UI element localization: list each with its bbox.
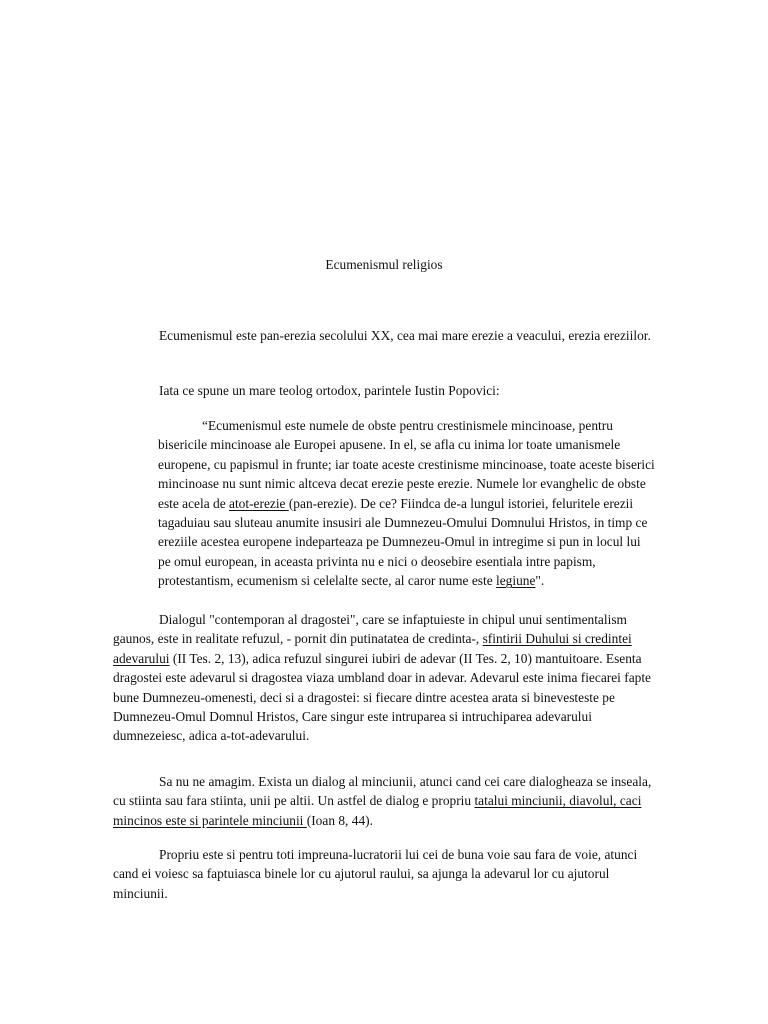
paragraph-coworkers-text: Propriu este si pentru toti impreuna-lucratorii lui cei de buna voie sau fara de voie, atunci cand ei voiesc sa faptuiasca binele lor cu ajutorul raului, sa ajunga la adevarul lor cu ajutorul minciunii.	[113, 847, 638, 901]
quote-underlined-legiune: legiune	[495, 573, 536, 589]
paragraph-lie-part1: Sa nu ne amagim. Exista un dialog al minciunii, atunci cand cei care dialogheaza se inseala, cu stiinta sau fara stiinta, unii pe altii. Un astfel de dialog e propriu	[113, 774, 652, 809]
paragraph-dialog-part1: Dialogul "contemporan al dragostei", care se infaptuieste in chipul unui sentimentalism gaunos, este in realitate refuzul, - pornit din putinatatea de credinta-,	[113, 612, 627, 647]
quote-block	[158, 416, 656, 591]
quote-text-part2: (pan-erezie). De ce? Fiindca de-a lungul istoriei, feluritele erezii tagaduiau sau sluteau anumite insusiri ale Dumnezeu-Omului Domnului Hristos, in timp ce ereziile acestea europene indeparteaza pe Dumnezeu-Omul in intregime si pun in locul lui pe omul european, in aceasta privinta nu e nici o deosebire esentiala intre papism, protestantism, ecumenism si celelalte secte, al caror nume este	[158, 495, 648, 589]
paragraph-coworkers	[113, 845, 658, 903]
paragraph-lie-part2: (Ioan 8, 44).	[306, 812, 373, 828]
quote-underlined-atot-erezie: atot-erezie	[229, 495, 289, 511]
paragraph-lie	[113, 772, 658, 830]
quote-text-part1: “Ecumenismul este numele de obste pentru crestinismele mincinoase, pentru bisericile mincinoase ale Europei apusene. In el, se afla cu inima lor toate umanismele europene, cu papismul in frunte; iar toate aceste crestinisme mincinoase, toate aceste biserici mincinoase nu sunt nimic altceva decat erezie peste erezie. Numele lor evanghelic de obste este acela de	[158, 418, 655, 511]
paragraph-quote-intro	[113, 381, 658, 400]
paragraph-quote-intro-text: Iata ce spune un mare teolog ortodox, parintele Iustin Popovici:	[159, 383, 500, 398]
page-title: Ecumenismul religios	[325, 257, 443, 272]
paragraph-dialog	[113, 610, 658, 746]
paragraph-lie-underlined: tatalui minciunii, diavolul, caci mincinos este si parintele minciunii	[113, 793, 642, 828]
paragraph-dialog-underlined: sfintirii Duhului si credintei adevarului	[113, 631, 632, 666]
paragraph-dialog-part2: (II Tes. 2, 13), adica refuzul singurei iubiri de adevar (II Tes. 2, 10) mantuitoare. Esenta dragostei este adevarul si dragostea viaza umbland doar in adevar. Adevarul este inima fiecarei fapte bune Dumnezeu-omenesti, deci si a dragostei: si fiecare dintre acestea arata si binevesteste pe Dumnezeu-Omul Domnul Hristos, Care singur este intruparea si intruchiparea adevarului dumnezeiesc, adica a-tot-adevarului.	[113, 650, 651, 744]
paragraph-intro	[113, 326, 658, 345]
quote-text-part3: ".	[535, 573, 545, 589]
paragraph-intro-text: Ecumenismul este pan-erezia secolului XX, cea mai mare erezie a veacului, erezia ereziilor.	[159, 328, 651, 343]
